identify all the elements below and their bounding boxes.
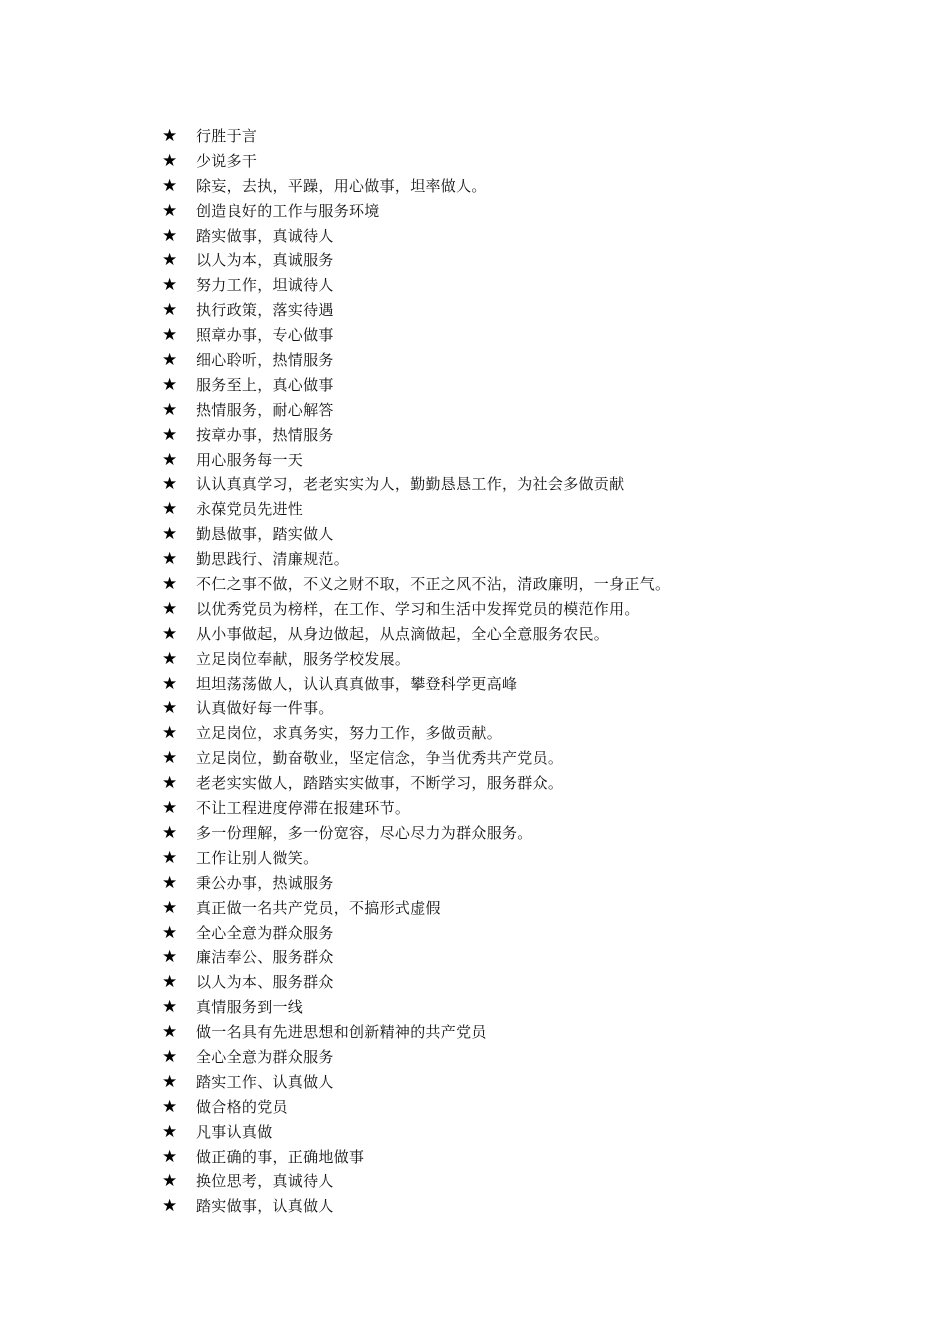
list-item-text: 凡事认真做	[196, 1122, 273, 1141]
list-item-text: 用心服务每一天	[196, 450, 304, 469]
star-bullet-icon: ★	[162, 225, 178, 246]
list-item-text: 按章办事，热情服务	[196, 425, 334, 444]
list-item	[160, 273, 900, 298]
list-item-text: 服务至上，真心做事	[196, 375, 334, 394]
star-bullet-icon: ★	[162, 200, 178, 221]
list-item-text: 做正确的事，正确地做事	[196, 1147, 365, 1166]
list-item	[160, 174, 900, 199]
star-bullet-icon: ★	[162, 524, 178, 545]
list-item	[160, 298, 900, 323]
list-item	[160, 1070, 900, 1095]
list-item-text: 秉公办事，热诚服务	[196, 873, 334, 892]
list-item-text: 老老实实做人，踏踏实实做事，不断学习，服务群众。	[196, 774, 564, 793]
list-item-text: 廉洁奉公、服务群众	[196, 948, 334, 967]
star-bullet-icon: ★	[162, 698, 178, 719]
list-item-text: 以人为本，真诚服务	[196, 251, 334, 270]
list-item	[160, 323, 900, 348]
list-item-text: 换位思考，真诚待人	[196, 1172, 334, 1191]
list-item	[160, 1095, 900, 1120]
list-item-text: 勤思践行、清廉规范。	[196, 550, 350, 569]
list-item-text: 以人为本、服务群众	[196, 973, 334, 992]
star-bullet-icon: ★	[162, 598, 178, 619]
star-bullet-icon: ★	[162, 325, 178, 346]
star-bullet-icon: ★	[162, 872, 178, 893]
list-item	[160, 448, 900, 473]
list-item-text: 踏实工作、认真做人	[196, 1072, 334, 1091]
list-item	[160, 721, 900, 746]
star-bullet-icon: ★	[162, 449, 178, 470]
list-item	[160, 1120, 900, 1145]
star-bullet-icon: ★	[162, 947, 178, 968]
list-item	[160, 597, 900, 622]
list-item-text: 做一名具有先进思想和创新精神的共产党员	[196, 1023, 487, 1042]
star-bullet-icon: ★	[162, 350, 178, 371]
list-item	[160, 423, 900, 448]
list-item-text: 创造良好的工作与服务环境	[196, 201, 380, 220]
star-bullet-icon: ★	[162, 175, 178, 196]
list-item-text: 永葆党员先进性	[196, 500, 304, 519]
list-item-text: 立足岗位，勤奋敬业，坚定信念，争当优秀共产党员。	[196, 749, 564, 768]
list-item	[160, 846, 900, 871]
list-item-text: 认真做好每一件事。	[196, 699, 334, 718]
list-item	[160, 821, 900, 846]
star-bullet-icon: ★	[162, 1071, 178, 1092]
list-item	[160, 199, 900, 224]
list-item	[160, 373, 900, 398]
list-item	[160, 398, 900, 423]
list-item-text: 全心全意为群众服务	[196, 1047, 334, 1066]
star-bullet-icon: ★	[162, 773, 178, 794]
star-bullet-icon: ★	[162, 997, 178, 1018]
list-item	[160, 945, 900, 970]
list-item	[160, 547, 900, 572]
star-bullet-icon: ★	[162, 275, 178, 296]
star-bullet-icon: ★	[162, 897, 178, 918]
star-bullet-icon: ★	[162, 1146, 178, 1167]
star-bullet-icon: ★	[162, 499, 178, 520]
star-bullet-icon: ★	[162, 126, 178, 146]
list-item-text: 全心全意为群众服务	[196, 923, 334, 942]
star-bullet-icon: ★	[162, 1121, 178, 1142]
list-item	[160, 1020, 900, 1045]
star-bullet-icon: ★	[162, 748, 178, 769]
star-bullet-icon: ★	[162, 474, 178, 495]
list-item-text: 热情服务，耐心解答	[196, 400, 334, 419]
star-bullet-icon: ★	[162, 574, 178, 595]
list-item-text: 真正做一名共产党员，不搞形式虚假	[196, 898, 441, 917]
star-bullet-icon: ★	[162, 374, 178, 395]
star-bullet-icon: ★	[162, 1046, 178, 1067]
list-item-text: 行胜于言	[196, 127, 258, 145]
list-item-text: 踏实做事，认真做人	[196, 1197, 334, 1216]
list-item-text: 细心聆听，热情服务	[196, 351, 334, 370]
list-item	[160, 522, 900, 547]
list-item	[160, 672, 900, 697]
list-item	[160, 149, 900, 174]
list-item	[160, 248, 900, 273]
star-bullet-icon: ★	[162, 822, 178, 843]
list-item-text: 以优秀党员为榜样，在工作、学习和生活中发挥党员的模范作用。	[196, 599, 640, 618]
star-bullet-icon: ★	[162, 798, 178, 819]
list-item-text: 多一份理解，多一份宽容，尽心尽力为群众服务。	[196, 823, 533, 842]
list-item-text: 除妄，去执，平躁，用心做事，坦率做人。	[196, 176, 487, 195]
list-item	[160, 871, 900, 896]
star-bullet-icon: ★	[162, 549, 178, 570]
list-item	[160, 896, 900, 921]
star-bullet-icon: ★	[162, 399, 178, 420]
star-bullet-icon: ★	[162, 150, 178, 171]
list-item-text: 勤恳做事，踏实做人	[196, 525, 334, 544]
star-bullet-icon: ★	[162, 250, 178, 271]
star-bullet-icon: ★	[162, 972, 178, 993]
list-item	[160, 472, 900, 497]
list-item-text: 做合格的党员	[196, 1097, 288, 1116]
list-item-text: 少说多干	[196, 151, 258, 170]
list-item	[160, 124, 900, 149]
star-bullet-icon: ★	[162, 723, 178, 744]
list-item-text: 照章办事，专心做事	[196, 326, 334, 345]
star-bullet-icon: ★	[162, 424, 178, 445]
list-item	[160, 497, 900, 522]
list-item	[160, 696, 900, 721]
star-bullet-icon: ★	[162, 1196, 178, 1217]
list-item-text: 工作让别人微笑。	[196, 848, 319, 867]
list-item	[160, 1169, 900, 1194]
star-bullet-icon: ★	[162, 648, 178, 669]
list-item	[160, 995, 900, 1020]
list-item-text: 立足岗位，求真务实，努力工作，多做贡献。	[196, 724, 503, 743]
list-item	[160, 1194, 900, 1219]
list-item	[160, 348, 900, 373]
list-item	[160, 1145, 900, 1170]
list-item-text: 立足岗位奉献，服务学校发展。	[196, 649, 411, 668]
list-item	[160, 1045, 900, 1070]
list-item	[160, 921, 900, 946]
star-bullet-icon: ★	[162, 1096, 178, 1117]
list-item-text: 真情服务到一线	[196, 998, 304, 1017]
list-item-text: 不让工程进度停滞在报建环节。	[196, 799, 411, 818]
list-item-text: 踏实做事，真诚待人	[196, 226, 334, 245]
list-item-text: 努力工作，坦诚待人	[196, 276, 334, 295]
list-item	[160, 572, 900, 597]
list-item-text: 执行政策，落实待遇	[196, 301, 334, 320]
star-bullet-icon: ★	[162, 847, 178, 868]
motto-list	[160, 124, 900, 1219]
list-item	[160, 622, 900, 647]
star-bullet-icon: ★	[162, 922, 178, 943]
list-item	[160, 224, 900, 249]
list-item	[160, 796, 900, 821]
star-bullet-icon: ★	[162, 300, 178, 321]
list-item	[160, 970, 900, 995]
list-item	[160, 647, 900, 672]
list-item	[160, 771, 900, 796]
list-item-text: 坦坦荡荡做人，认认真真做事，攀登科学更高峰	[196, 674, 518, 693]
star-bullet-icon: ★	[162, 1171, 178, 1192]
star-bullet-icon: ★	[162, 623, 178, 644]
star-bullet-icon: ★	[162, 673, 178, 694]
list-item-text: 认认真真学习，老老实实为人，勤勤恳恳工作，为社会多做贡献	[196, 475, 625, 494]
list-item-text: 不仁之事不做，不义之财不取，不正之风不沾，清政廉明，一身正气。	[196, 575, 671, 594]
list-item	[160, 746, 900, 771]
list-item-text: 从小事做起，从身边做起，从点滴做起，全心全意服务农民。	[196, 624, 610, 643]
star-bullet-icon: ★	[162, 1022, 178, 1043]
